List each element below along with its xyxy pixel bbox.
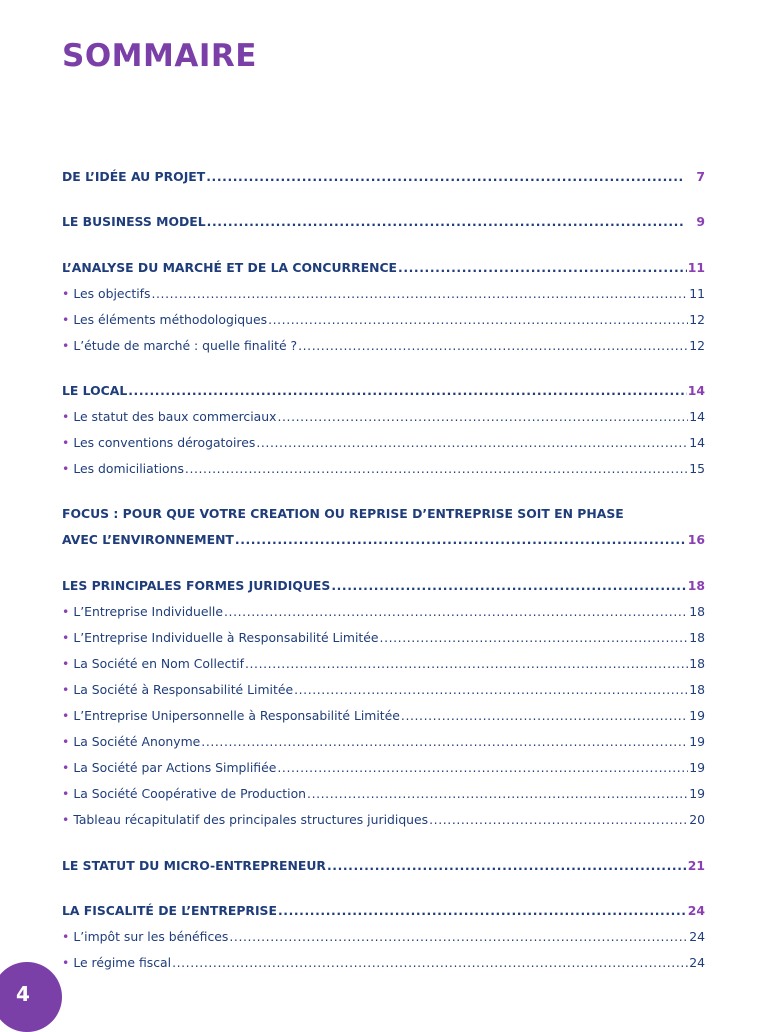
toc-label: La Société Anonyme <box>73 734 201 749</box>
dot-leader <box>172 952 688 974</box>
toc-heading[interactable] <box>62 575 705 597</box>
dot-leader <box>268 309 688 331</box>
dot-leader <box>278 900 687 922</box>
bullet-icon: • <box>62 929 70 944</box>
toc-page-number: 20 <box>689 812 705 827</box>
toc-subitem[interactable] <box>62 926 705 948</box>
toc-label: LES PRINCIPALES FORMES JURIDIQUES <box>62 578 331 593</box>
toc-page-number: 18 <box>689 682 705 697</box>
dot-leader <box>206 166 684 188</box>
toc-page-number: 14 <box>689 435 705 450</box>
dot-leader <box>307 783 688 805</box>
toc-subitem[interactable] <box>62 601 705 623</box>
dot-leader <box>185 458 688 480</box>
toc-label: LE LOCAL <box>62 383 128 398</box>
toc-subitem[interactable] <box>62 406 705 428</box>
toc-subitem[interactable] <box>62 757 705 779</box>
toc-page-number: 24 <box>687 903 705 918</box>
toc-subitem[interactable] <box>62 705 705 727</box>
bullet-icon: • <box>62 286 70 301</box>
toc-heading[interactable] <box>62 529 705 551</box>
toc-label: DE L’IDÉE AU PROJET <box>62 169 206 184</box>
toc-label: Les conventions dérogatoires <box>73 435 256 450</box>
toc-label: La Société à Responsabilité Limitée <box>73 682 294 697</box>
toc-page-number: 14 <box>689 409 705 424</box>
dot-leader <box>398 257 687 279</box>
toc-page-number: 11 <box>687 260 705 275</box>
toc-label: L’Entreprise Unipersonnelle à Responsabilité Limitée <box>73 708 400 723</box>
toc-label: FOCUS : POUR QUE VOTRE CREATION OU REPRISE D’ENTREPRISE SOIT EN PHASE <box>62 506 624 521</box>
toc-subitem[interactable] <box>62 627 705 649</box>
toc-label: LA FISCALITÉ DE L’ENTREPRISE <box>62 903 277 918</box>
bullet-icon: • <box>62 435 70 450</box>
page-number: 4 <box>16 982 30 1006</box>
toc-subitem[interactable] <box>62 809 705 831</box>
page-number-badge <box>0 962 62 1032</box>
bullet-icon: • <box>62 734 70 749</box>
toc-heading[interactable] <box>62 380 705 402</box>
toc-page-number: 21 <box>687 858 705 873</box>
toc-heading[interactable] <box>62 503 705 525</box>
toc-page-number: 18 <box>689 604 705 619</box>
toc-label: Le régime fiscal <box>73 955 172 970</box>
dot-leader <box>245 653 688 675</box>
toc-label: Le statut des baux commerciaux <box>73 409 277 424</box>
toc-page-number: 12 <box>689 338 705 353</box>
dot-leader <box>380 627 689 649</box>
toc-page-number: 18 <box>687 578 705 593</box>
toc-label: LE STATUT DU MICRO-ENTREPRENEUR <box>62 858 326 873</box>
toc-label: L’Entreprise Individuelle à Responsabilité Limitée <box>73 630 379 645</box>
toc-page-number: 16 <box>687 532 705 547</box>
toc-page-number: 18 <box>689 656 705 671</box>
bullet-icon: • <box>62 656 70 671</box>
page-title: SOMMAIRE <box>62 38 257 74</box>
toc-subitem[interactable] <box>62 309 705 331</box>
toc-label: Les objectifs <box>73 286 151 301</box>
dot-leader <box>201 731 688 753</box>
toc-label: LE BUSINESS MODEL <box>62 214 206 229</box>
toc-page-number: 19 <box>689 734 705 749</box>
toc-page-number: 11 <box>689 286 705 301</box>
toc-label: Les éléments méthodologiques <box>73 312 268 327</box>
dot-leader <box>128 380 687 402</box>
dot-leader <box>235 529 687 551</box>
bullet-icon: • <box>62 461 70 476</box>
toc-subitem[interactable] <box>62 952 705 974</box>
toc-label: La Société Coopérative de Production <box>73 786 307 801</box>
toc-label: L’ANALYSE DU MARCHÉ ET DE LA CONCURRENCE <box>62 260 398 275</box>
bullet-icon: • <box>62 338 70 353</box>
toc-heading[interactable] <box>62 257 705 279</box>
toc-page-number: 15 <box>689 461 705 476</box>
bullet-icon: • <box>62 630 70 645</box>
bullet-icon: • <box>62 955 70 970</box>
toc-page-number: 9 <box>696 214 705 229</box>
dot-leader <box>207 211 684 233</box>
dot-leader <box>429 809 688 831</box>
toc-page-number: 24 <box>689 955 705 970</box>
toc-label: La Société en Nom Collectif <box>73 656 244 671</box>
dot-leader <box>294 679 688 701</box>
toc-page-number: 19 <box>689 786 705 801</box>
toc-subitem[interactable] <box>62 679 705 701</box>
toc-heading[interactable] <box>62 900 705 922</box>
dot-leader <box>151 283 688 305</box>
bullet-icon: • <box>62 708 70 723</box>
toc-label: AVEC L’ENVIRONNEMENT <box>62 532 234 547</box>
toc-page-number: 19 <box>689 760 705 775</box>
toc-label: L’Entreprise Individuelle <box>73 604 223 619</box>
dot-leader <box>298 335 688 357</box>
dot-leader <box>256 432 688 454</box>
toc-subitem[interactable] <box>62 653 705 675</box>
dot-leader <box>331 575 686 597</box>
dot-leader <box>401 705 688 727</box>
dot-leader <box>224 601 688 623</box>
bullet-icon: • <box>62 409 70 424</box>
toc-label: La Société par Actions Simplifiée <box>73 760 277 775</box>
toc-heading[interactable] <box>62 855 705 877</box>
toc-subitem[interactable] <box>62 432 705 454</box>
bullet-icon: • <box>62 312 70 327</box>
dot-leader <box>327 855 687 877</box>
toc-page-number: 19 <box>689 708 705 723</box>
toc-page-number: 14 <box>687 383 705 398</box>
toc-label: L’étude de marché : quelle finalité ? <box>73 338 298 353</box>
toc-subitem[interactable] <box>62 283 705 305</box>
dot-leader <box>229 926 688 948</box>
toc-page-number: 7 <box>696 169 705 184</box>
bullet-icon: • <box>62 760 70 775</box>
toc-label: L’impôt sur les bénéfices <box>73 929 229 944</box>
bullet-icon: • <box>62 786 70 801</box>
toc-page-number: 24 <box>689 929 705 944</box>
toc-heading[interactable] <box>62 211 705 233</box>
toc-heading[interactable] <box>62 166 705 188</box>
bullet-icon: • <box>62 682 70 697</box>
bullet-icon: • <box>62 604 70 619</box>
toc-subitem[interactable] <box>62 731 705 753</box>
toc-subitem[interactable] <box>62 458 705 480</box>
toc-page-number: 12 <box>689 312 705 327</box>
toc-label: Tableau récapitulatif des principales structures juridiques <box>73 812 429 827</box>
bullet-icon: • <box>62 812 70 827</box>
toc-subitem[interactable] <box>62 783 705 805</box>
dot-leader <box>277 757 688 779</box>
dot-leader <box>277 406 688 428</box>
toc-subitem[interactable] <box>62 335 705 357</box>
toc-label: Les domiciliations <box>73 461 184 476</box>
toc-page-number: 18 <box>689 630 705 645</box>
